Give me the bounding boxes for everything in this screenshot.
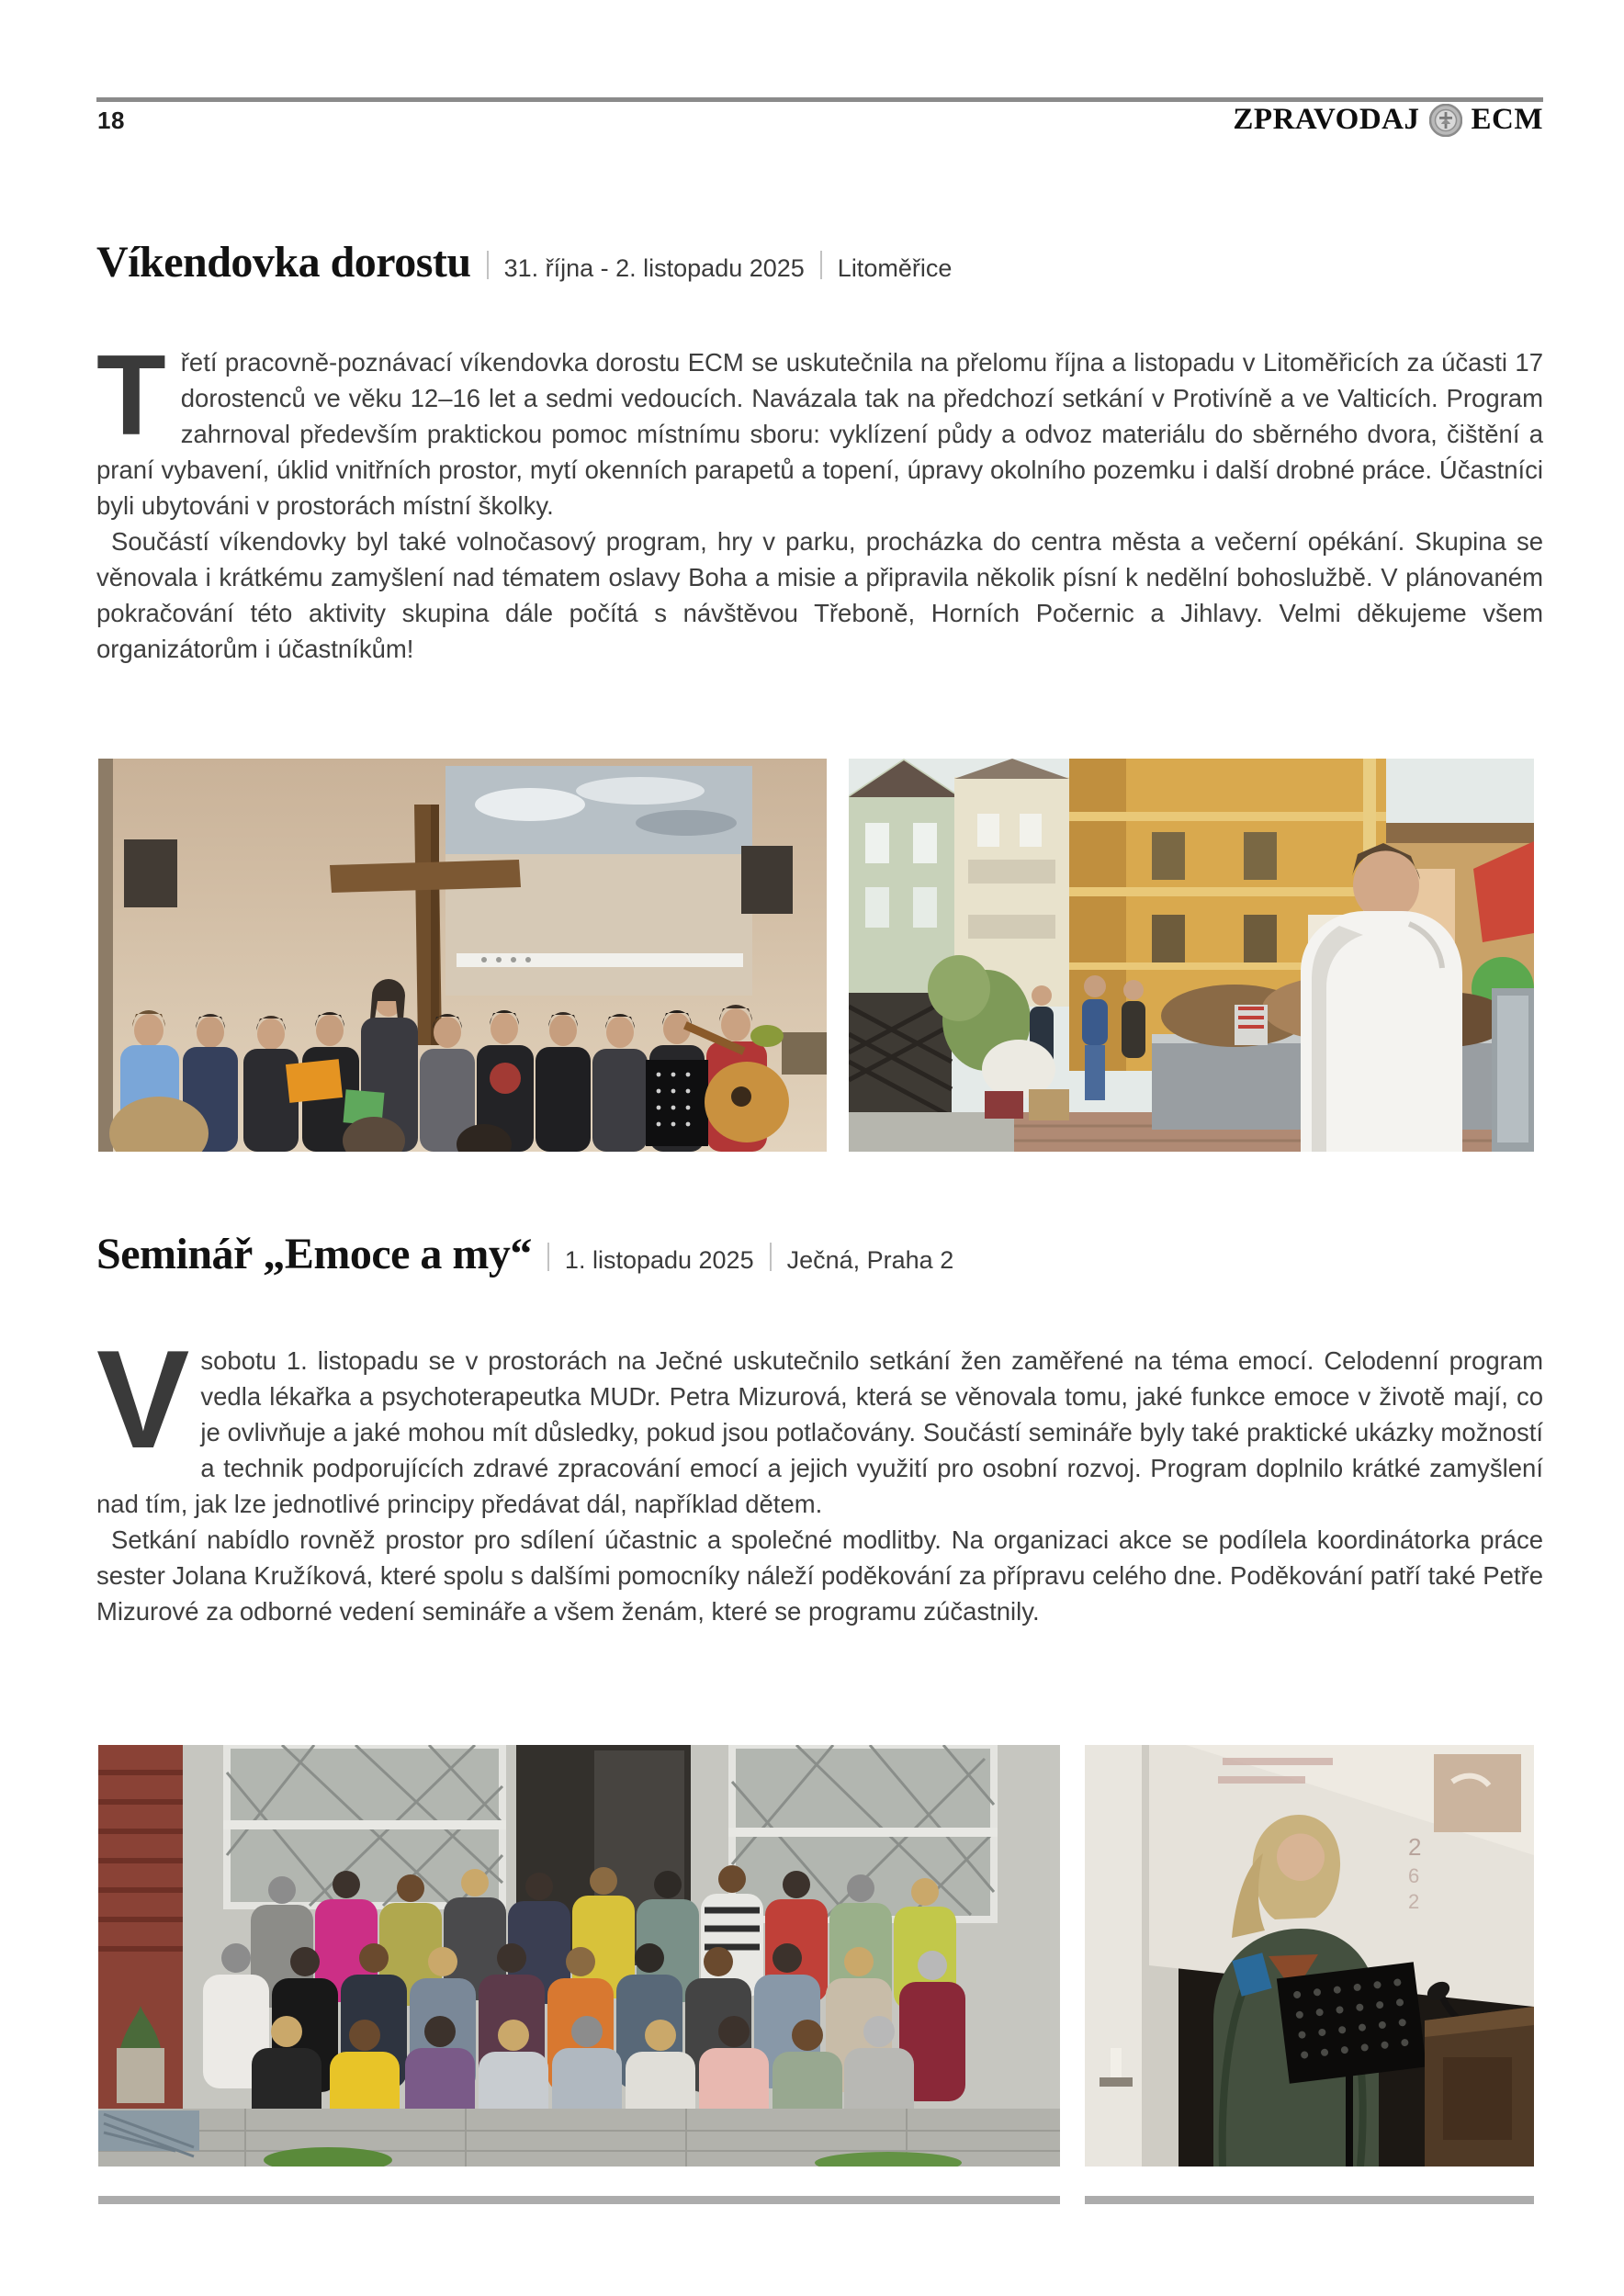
dropcap-v: V	[96, 1322, 190, 1478]
article1-location: Litoměřice	[837, 254, 953, 282]
article2-title-row	[96, 1232, 1543, 1277]
photo-choir-under-cross-image	[98, 759, 827, 1152]
article2-paragraph-text: sobotu 1. listopadu se v prostorách na Ječné uskutečnilo setkání žen zaměřené na téma emocí. Celodenní program vedla lékařka a psychoterapeutka MUDr. Petra Mizurová, která se věnovala tomu, jaké funkce emoce v životě mají, co je ovlivňuje a jaké mohou mít důsledky, pokud jsou potlačovány. Součástí semináře byly také praktické ukázky možností a technik podporujících zdravé zpracování emocí a jejich využití pro osobní rozvoj. Program doplnilo krátké zamyšlení nad tím, jak lze jednotlivé principy předávat dál, například dětem.	[96, 1346, 1543, 1518]
cropped-photo-strip-left	[98, 2196, 1060, 2204]
article1-body	[96, 332, 1543, 667]
photo-yard-work	[849, 759, 1534, 1152]
article2-paragraph: Setkání nabídlo rovněž prostor pro sdílení účastnic a společné modlitby. Na organizaci akce se podílela koordinátorka práce sester Jolana Kružíková, které spolu s dalšími pomocníky náleží poděkování za přípravu celého dne. Poděkování patří také Petře Mizurové za odborné vedení semináře a všem ženám, které se programu zúčastnily.	[96, 1525, 1543, 1626]
page-number: 18	[97, 107, 125, 134]
article2-title: Seminář „Emoce a my“	[96, 1230, 532, 1278]
article1-paragraph	[96, 332, 1543, 523]
article2-location: Ječná, Praha 2	[786, 1246, 954, 1274]
photo-speaker-lectern-image	[1085, 1745, 1534, 2167]
article1-title-row	[96, 238, 1543, 287]
separator	[820, 251, 822, 279]
svg-text:2: 2	[1408, 1890, 1420, 1913]
photo-yard-work-image	[849, 759, 1534, 1152]
article2-body	[96, 1322, 1543, 1629]
header-rule	[96, 97, 1543, 102]
masthead	[1233, 103, 1543, 137]
article1-paragraph: Součástí víkendovky byl také volnočasový program, hry v parku, procházka do centra města a večerní opékání. Skupina se věnovala i krátkému zamyšlení nad tématem oslavy Boha a misie a připravila několik písní k nedělní bohoslužbě. V plánovaném pokračování této aktivity skupina dále počítá s návštěvou Třeboně, Horních Počernic a Jihlavy. Velmi děkujeme všem organizátorům i účastníkům!	[96, 527, 1543, 663]
ecm-seal-icon	[1429, 104, 1462, 137]
separator	[770, 1243, 772, 1271]
svg-text:2: 2	[1408, 1833, 1422, 1861]
article1-date: 31. října - 2. listopadu 2025	[503, 254, 805, 282]
article1-title: Víkendovka dorostu	[96, 238, 471, 287]
masthead-title-left: ZPRAVODAJ	[1233, 103, 1420, 136]
photo-women-group-image	[98, 1745, 1060, 2167]
photo-women-group	[98, 1745, 1060, 2167]
article1-paragraph-text: řetí pracovně-poznávací víkendovka dorostu ECM se uskutečnila na přelomu října a listopadu v Litoměřicích za účasti 17 dorostenců ve věku 12–16 let a sedmi vedoucích. Navázala tak na předchozí setkání v Protivíně a ve Valticích. Program zahrnoval především praktickou pomoc místnímu sboru: vyklízení půdy a odvoz materiálu do sběrného dvora, čištění a praní vybavení, úklid vnitřních prostor, mytí okenních parapetů a topení, úpravy okolního pozemku i další drobné práce. Účastníci byli ubytováni v prostorách místní školky.	[96, 348, 1543, 520]
separator	[487, 251, 489, 279]
article2-date: 1. listopadu 2025	[564, 1246, 754, 1274]
photo-speaker-lectern	[1085, 1745, 1534, 2167]
dropcap-t: T	[96, 332, 166, 459]
svg-text:6: 6	[1408, 1864, 1420, 1887]
photo-choir-under-cross	[98, 759, 827, 1152]
separator	[547, 1243, 549, 1271]
cropped-photo-strip-right	[1085, 2196, 1534, 2204]
article2-paragraph	[96, 1322, 1543, 1522]
masthead-title-right: ECM	[1471, 103, 1543, 136]
